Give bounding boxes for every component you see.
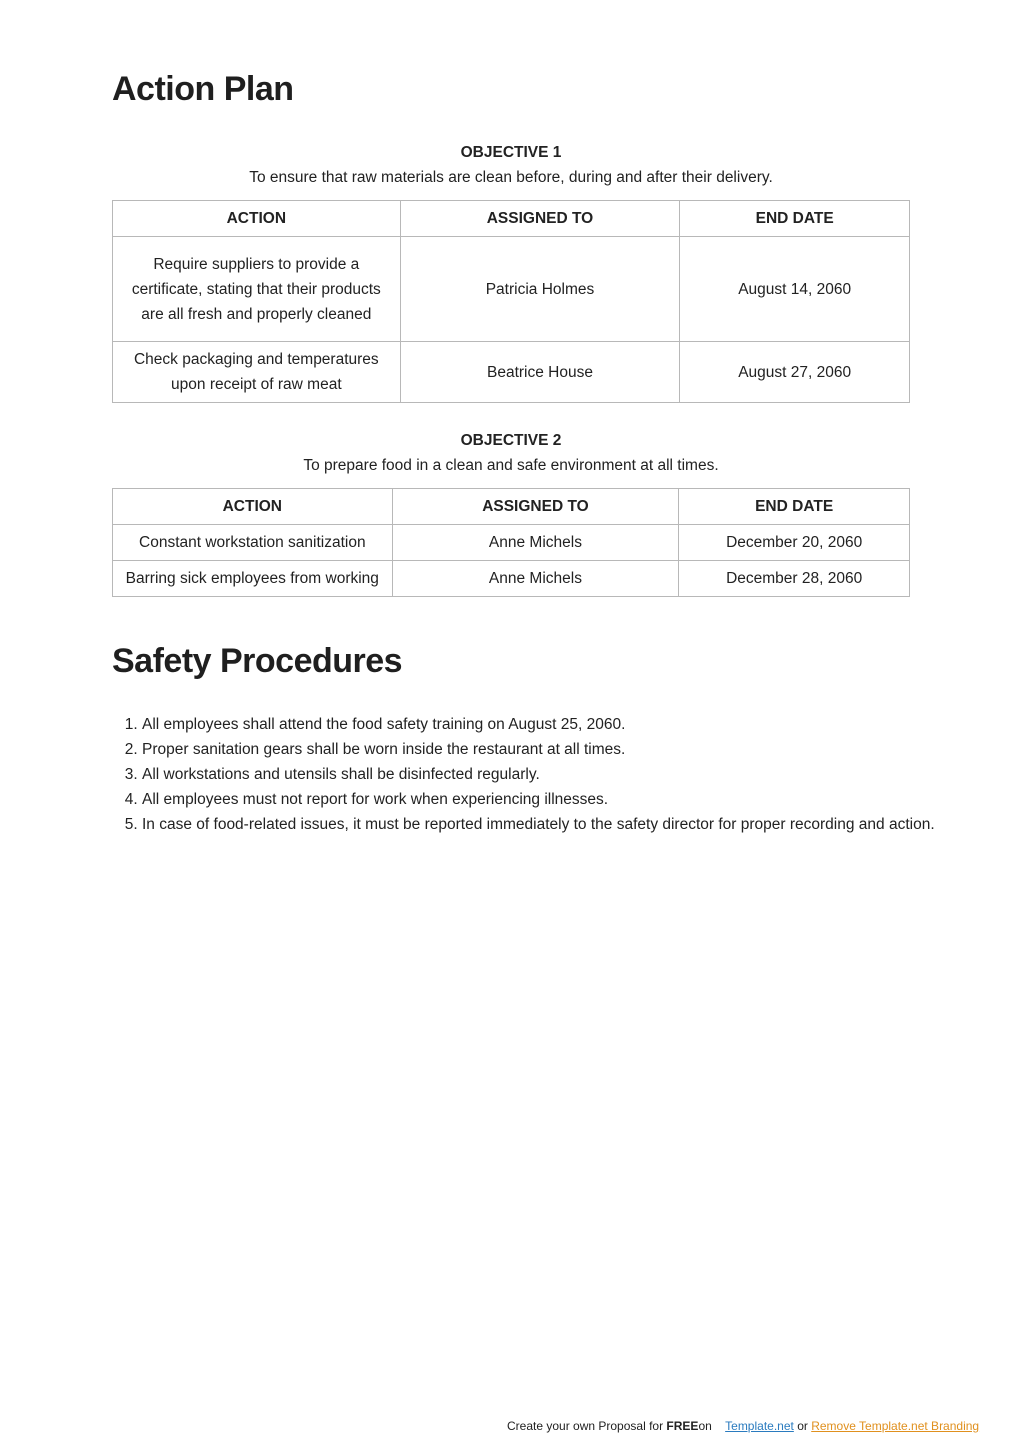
- footer-on-text: on: [698, 1419, 712, 1433]
- table-row: [113, 561, 910, 597]
- objective-2-block: [112, 428, 910, 478]
- end-date-cell: December 20, 2060: [679, 525, 910, 561]
- column-header-assigned-to: ASSIGNED TO: [400, 201, 680, 237]
- action-cell: Check packaging and temperatures upon receipt of raw meat: [113, 342, 401, 403]
- column-header-end-date: END DATE: [679, 489, 910, 525]
- list-item: 3. All workstations and utensils shall be disinfected regularly.: [142, 762, 942, 787]
- branding-footer: [507, 1419, 979, 1433]
- footer-free-text: FREE: [666, 1419, 699, 1433]
- column-header-end-date: END DATE: [680, 201, 910, 237]
- action-plan-heading: Action Plan: [112, 70, 294, 108]
- end-date-cell: August 14, 2060: [680, 237, 910, 342]
- end-date-cell: December 28, 2060: [679, 561, 910, 597]
- assignee-cell: Anne Michels: [392, 525, 679, 561]
- safety-procedures-list: [112, 712, 942, 837]
- objective-2-description: To prepare food in a clean and safe environment at all times.: [303, 457, 719, 474]
- table-row: [113, 342, 910, 403]
- list-item: 1. All employees shall attend the food safety training on August 25, 2060.: [142, 712, 942, 737]
- objective-1-block: [112, 140, 910, 190]
- action-cell: Require suppliers to provide a certificate, stating that their products are all fresh and properly cleaned: [113, 237, 401, 342]
- table-row: [113, 525, 910, 561]
- action-cell: Constant workstation sanitization: [113, 525, 393, 561]
- list-item: 4. All employees must not report for work when experiencing illnesses.: [142, 787, 942, 812]
- column-header-action: ACTION: [113, 201, 401, 237]
- objective-1-description: To ensure that raw materials are clean before, during and after their delivery.: [249, 169, 773, 186]
- table-header-row: [113, 201, 910, 237]
- safety-procedures-heading: Safety Procedures: [112, 642, 403, 680]
- column-header-action: ACTION: [113, 489, 393, 525]
- table-row: [113, 237, 910, 342]
- footer-prefix-text: Create your own Proposal for: [507, 1419, 664, 1433]
- objective-2-table: [112, 488, 910, 597]
- assignee-cell: Patricia Holmes: [400, 237, 680, 342]
- end-date-cell: August 27, 2060: [680, 342, 910, 403]
- list-item: 5. In case of food-related issues, it must be reported immediately to the safety director for proper recording and action.: [142, 812, 942, 837]
- column-header-assigned-to: ASSIGNED TO: [392, 489, 679, 525]
- footer-or-text: or: [797, 1419, 808, 1433]
- remove-branding-link[interactable]: Remove Template.net Branding: [811, 1419, 980, 1433]
- objective-2-title: OBJECTIVE 2: [460, 432, 562, 449]
- assignee-cell: Anne Michels: [392, 561, 679, 597]
- table-header-row: [113, 489, 910, 525]
- list-item: 2. Proper sanitation gears shall be worn inside the restaurant at all times.: [142, 737, 942, 762]
- objective-1-title: OBJECTIVE 1: [460, 144, 562, 161]
- template-net-link[interactable]: Template.net: [725, 1419, 794, 1433]
- action-cell: Barring sick employees from working: [113, 561, 393, 597]
- assignee-cell: Beatrice House: [400, 342, 680, 403]
- objective-1-table: [112, 200, 910, 403]
